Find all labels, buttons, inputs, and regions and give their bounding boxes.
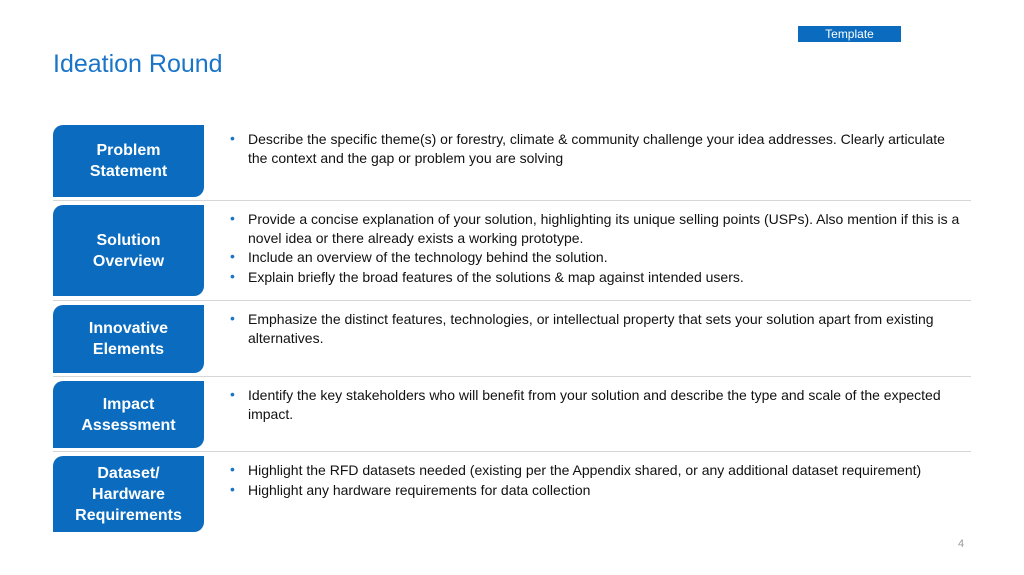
row-divider bbox=[53, 200, 971, 201]
bullet-item: • Identify the key stakeholders who will benefit from your solution and describe the type and scale of the expected impact. bbox=[229, 386, 961, 423]
bullet-item: • Describe the specific theme(s) or forestry, climate & community challenge your idea addresses. Clearly articulate the context and the gap or problem you are solving bbox=[229, 130, 961, 167]
section-dataset-hardware bbox=[53, 456, 971, 532]
page-number: 4 bbox=[958, 538, 965, 550]
bullet-list bbox=[229, 130, 961, 168]
bullet-list bbox=[229, 386, 961, 424]
section-label: Impact Assessment bbox=[53, 381, 204, 448]
section-impact-assessment bbox=[53, 381, 971, 448]
bullet-list bbox=[229, 310, 961, 348]
bullet-item: • Explain briefly the broad features of the solutions & map against intended users. bbox=[229, 268, 961, 287]
bullet-list bbox=[229, 461, 961, 500]
bullet-item: • Highlight the RFD datasets needed (existing per the Appendix shared, or any additional dataset requirement) bbox=[229, 461, 961, 480]
bullet-item: • Emphasize the distinct features, technologies, or intellectual property that sets your solution apart from existing alternatives. bbox=[229, 310, 961, 347]
row-divider bbox=[53, 451, 971, 452]
section-solution-overview bbox=[53, 205, 971, 296]
bullet-item: • Include an overview of the technology behind the solution. bbox=[229, 248, 961, 267]
section-label: Innovative Elements bbox=[53, 305, 204, 373]
row-divider bbox=[53, 376, 971, 377]
page-title: Ideation Round bbox=[53, 50, 223, 78]
section-problem-statement bbox=[53, 125, 971, 197]
bullet-item: • Provide a concise explanation of your solution, highlighting its unique selling points (USPs). Also mention if this is a novel idea or there already exists a working prototype. bbox=[229, 210, 961, 247]
bullet-item: • Highlight any hardware requirements for data collection bbox=[229, 481, 961, 500]
row-divider bbox=[53, 300, 971, 301]
template-badge: Template bbox=[798, 26, 901, 42]
section-label: Dataset/ Hardware Requirements bbox=[53, 456, 204, 532]
section-innovative-elements bbox=[53, 305, 971, 373]
section-label: Solution Overview bbox=[53, 205, 204, 296]
bullet-list bbox=[229, 210, 961, 287]
section-label: Problem Statement bbox=[53, 125, 204, 197]
